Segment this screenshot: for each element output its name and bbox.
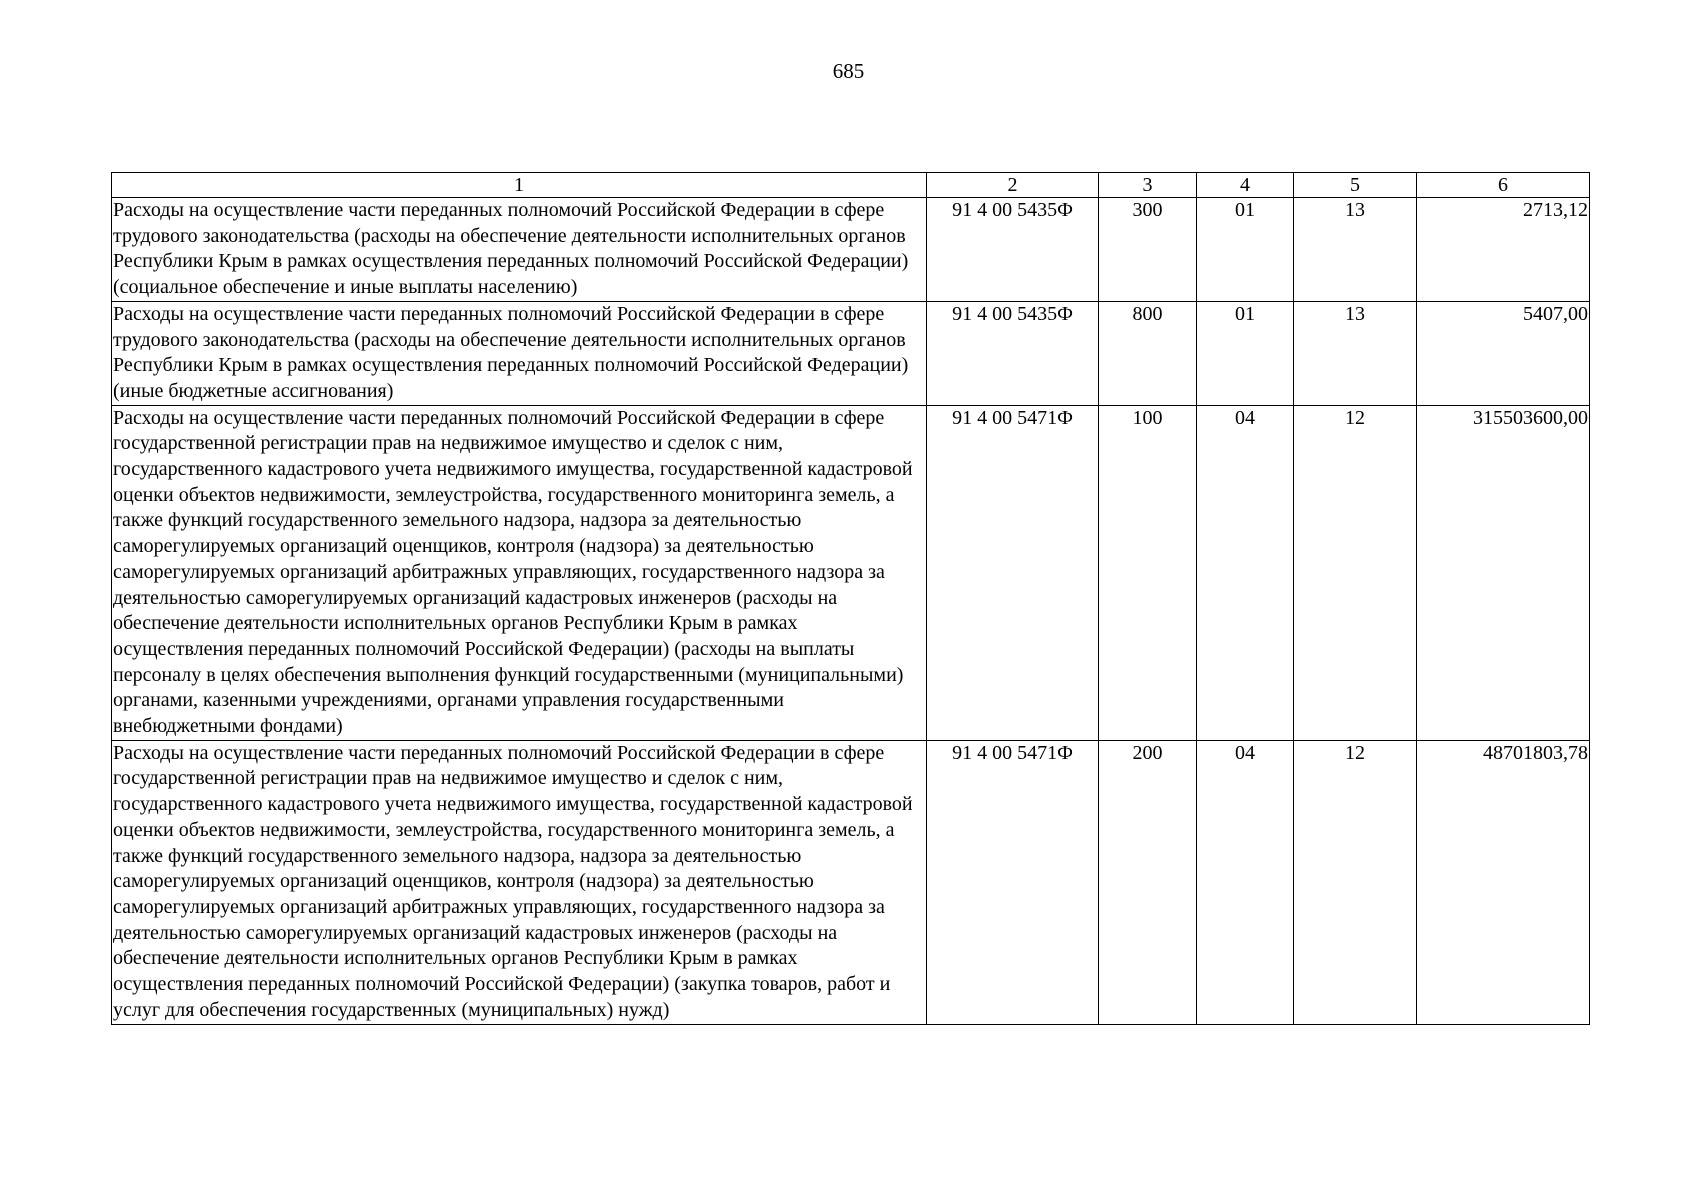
row-section: 04 — [1197, 740, 1294, 1024]
table-row — [112, 198, 1590, 302]
row-expense-type: 800 — [1099, 301, 1197, 405]
row-section: 01 — [1197, 301, 1294, 405]
row-section: 04 — [1197, 405, 1294, 740]
column-header-5: 5 — [1294, 173, 1417, 198]
row-amount: 2713,12 — [1417, 198, 1590, 302]
row-amount: 315503600,00 — [1417, 405, 1590, 740]
row-target-article: 91 4 00 5435Ф — [927, 198, 1099, 302]
column-header-1: 1 — [112, 173, 927, 198]
row-expense-type: 100 — [1099, 405, 1197, 740]
budget-table — [111, 172, 1590, 1025]
table-header-row — [112, 173, 1590, 198]
table-row — [112, 740, 1590, 1024]
row-description: Расходы на осуществление части переданных полномочий Российской Федерации в сфере трудового законодательства (расходы на обеспечение деятельности исполнительных органов Республики Крым в рамках осуществления переданных полномочий Российской Федерации) (иные бюджетные ассигнования) — [112, 301, 927, 405]
row-description: Расходы на осуществление части переданных полномочий Российской Федерации в сфере государственной регистрации прав на недвижимое имущество и сделок с ним, государственного кадастрового учета недвижимого имущества, государственной кадастровой оценки объектов недвижимости, землеустройства, государственного мониторинга земель, а также функций государственного земельного надзора, надзора за деятельностью саморегулируемых организаций оценщиков, контроля (надзора) за деятельностью саморегулируемых организаций арбитражных управляющих, государственного надзора за деятельностью саморегулируемых организаций кадастровых инженеров (расходы на обеспечение деятельности исполнительных органов Республики Крым в рамках осуществления переданных полномочий Российской Федерации) (расходы на выплаты персоналу в целях обеспечения выполнения функций государственными (муниципальными) органами, казенными учреждениями, органами управления государственными внебюджетными фондами) — [112, 405, 927, 740]
table-row — [112, 405, 1590, 740]
column-header-6: 6 — [1417, 173, 1590, 198]
page-number: 685 — [832, 59, 865, 83]
row-description: Расходы на осуществление части переданных полномочий Российской Федерации в сфере государственной регистрации прав на недвижимое имущество и сделок с ним, государственного кадастрового учета недвижимого имущества, государственной кадастровой оценки объектов недвижимости, землеустройства, государственного мониторинга земель, а также функций государственного земельного надзора, надзора за деятельностью саморегулируемых организаций оценщиков, контроля (надзора) за деятельностью саморегулируемых организаций арбитражных управляющих, государственного надзора за деятельностью саморегулируемых организаций кадастровых инженеров (расходы на обеспечение деятельности исполнительных органов Республики Крым в рамках осуществления переданных полномочий Российской Федерации) (закупка товаров, работ и услуг для обеспечения государственных (муниципальных) нужд) — [112, 740, 927, 1024]
row-subsection: 12 — [1294, 740, 1417, 1024]
row-target-article: 91 4 00 5435Ф — [927, 301, 1099, 405]
column-header-4: 4 — [1197, 173, 1294, 198]
row-subsection: 12 — [1294, 405, 1417, 740]
row-description: Расходы на осуществление части переданных полномочий Российской Федерации в сфере трудового законодательства (расходы на обеспечение деятельности исполнительных органов Республики Крым в рамках осуществления переданных полномочий Российской Федерации) (социальное обеспечение и иные выплаты населению) — [112, 198, 927, 302]
column-header-2: 2 — [927, 173, 1099, 198]
row-section: 01 — [1197, 198, 1294, 302]
row-amount: 48701803,78 — [1417, 740, 1590, 1024]
row-amount: 5407,00 — [1417, 301, 1590, 405]
row-expense-type: 200 — [1099, 740, 1197, 1024]
row-subsection: 13 — [1294, 198, 1417, 302]
row-subsection: 13 — [1294, 301, 1417, 405]
row-target-article: 91 4 00 5471Ф — [927, 405, 1099, 740]
column-header-3: 3 — [1099, 173, 1197, 198]
table-row — [112, 301, 1590, 405]
row-target-article: 91 4 00 5471Ф — [927, 740, 1099, 1024]
row-expense-type: 300 — [1099, 198, 1197, 302]
